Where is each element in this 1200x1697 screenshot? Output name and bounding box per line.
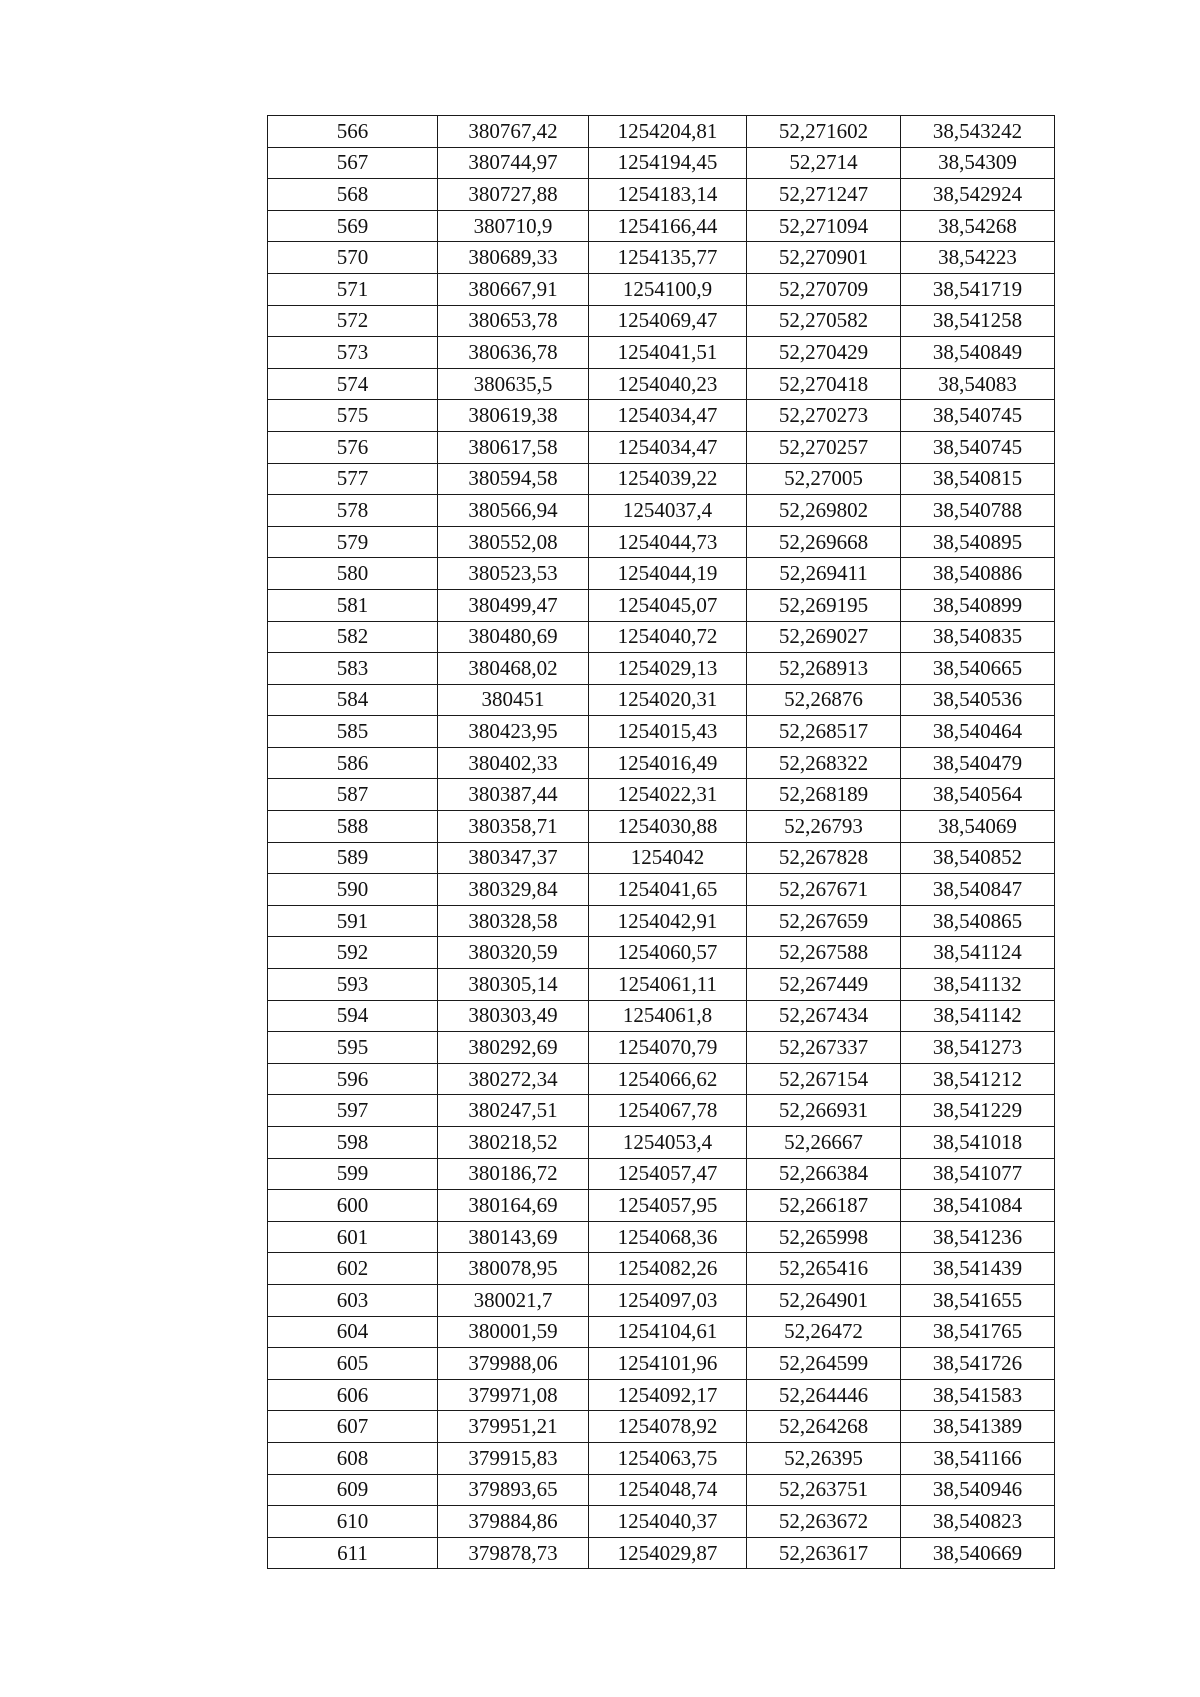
y-coordinate-cell: 1254034,47 <box>589 400 747 432</box>
table-row <box>268 811 1055 843</box>
y-coordinate-cell: 1254082,26 <box>589 1253 747 1285</box>
table-row <box>268 431 1055 463</box>
latitude-cell: 52,269027 <box>747 621 901 653</box>
table-row <box>268 684 1055 716</box>
latitude-cell: 52,270901 <box>747 242 901 274</box>
longitude-cell: 38,54083 <box>901 368 1055 400</box>
longitude-cell: 38,540852 <box>901 842 1055 874</box>
table-row <box>268 716 1055 748</box>
y-coordinate-cell: 1254029,87 <box>589 1537 747 1569</box>
point-number-cell: 581 <box>268 589 438 621</box>
x-coordinate-cell: 380247,51 <box>438 1095 589 1127</box>
x-coordinate-cell: 380667,91 <box>438 273 589 305</box>
x-coordinate-cell: 380689,33 <box>438 242 589 274</box>
latitude-cell: 52,270429 <box>747 337 901 369</box>
x-coordinate-cell: 380523,53 <box>438 558 589 590</box>
x-coordinate-cell: 380303,49 <box>438 1000 589 1032</box>
x-coordinate-cell: 380617,58 <box>438 431 589 463</box>
y-coordinate-cell: 1254040,23 <box>589 368 747 400</box>
y-coordinate-cell: 1254016,49 <box>589 747 747 779</box>
latitude-cell: 52,267337 <box>747 1032 901 1064</box>
y-coordinate-cell: 1254044,73 <box>589 526 747 558</box>
longitude-cell: 38,541142 <box>901 1000 1055 1032</box>
x-coordinate-cell: 380021,7 <box>438 1284 589 1316</box>
point-number-cell: 603 <box>268 1284 438 1316</box>
x-coordinate-cell: 380552,08 <box>438 526 589 558</box>
point-number-cell: 591 <box>268 905 438 937</box>
longitude-cell: 38,540835 <box>901 621 1055 653</box>
y-coordinate-cell: 1254101,96 <box>589 1348 747 1380</box>
x-coordinate-cell: 379971,08 <box>438 1379 589 1411</box>
table-row <box>268 368 1055 400</box>
point-number-cell: 573 <box>268 337 438 369</box>
longitude-cell: 38,543242 <box>901 116 1055 148</box>
longitude-cell: 38,54268 <box>901 210 1055 242</box>
x-coordinate-cell: 380186,72 <box>438 1158 589 1190</box>
y-coordinate-cell: 1254015,43 <box>589 716 747 748</box>
point-number-cell: 594 <box>268 1000 438 1032</box>
longitude-cell: 38,540849 <box>901 337 1055 369</box>
table-row <box>268 526 1055 558</box>
table-row <box>268 1221 1055 1253</box>
point-number-cell: 567 <box>268 147 438 179</box>
latitude-cell: 52,267449 <box>747 969 901 1001</box>
y-coordinate-cell: 1254048,74 <box>589 1474 747 1506</box>
longitude-cell: 38,541212 <box>901 1063 1055 1095</box>
y-coordinate-cell: 1254061,11 <box>589 969 747 1001</box>
latitude-cell: 52,27005 <box>747 463 901 495</box>
longitude-cell: 38,540665 <box>901 653 1055 685</box>
latitude-cell: 52,267434 <box>747 1000 901 1032</box>
table-row <box>268 147 1055 179</box>
x-coordinate-cell: 380423,95 <box>438 716 589 748</box>
latitude-cell: 52,271602 <box>747 116 901 148</box>
table-row <box>268 1537 1055 1569</box>
point-number-cell: 611 <box>268 1537 438 1569</box>
x-coordinate-cell: 380329,84 <box>438 874 589 906</box>
point-number-cell: 568 <box>268 179 438 211</box>
x-coordinate-cell: 380143,69 <box>438 1221 589 1253</box>
latitude-cell: 52,264599 <box>747 1348 901 1380</box>
table-row <box>268 1063 1055 1095</box>
point-number-cell: 582 <box>268 621 438 653</box>
latitude-cell: 52,265416 <box>747 1253 901 1285</box>
point-number-cell: 608 <box>268 1442 438 1474</box>
x-coordinate-cell: 380328,58 <box>438 905 589 937</box>
y-coordinate-cell: 1254041,51 <box>589 337 747 369</box>
point-number-cell: 589 <box>268 842 438 874</box>
longitude-cell: 38,540865 <box>901 905 1055 937</box>
table-row <box>268 210 1055 242</box>
y-coordinate-cell: 1254053,4 <box>589 1127 747 1159</box>
table-row <box>268 337 1055 369</box>
longitude-cell: 38,54309 <box>901 147 1055 179</box>
point-number-cell: 585 <box>268 716 438 748</box>
y-coordinate-cell: 1254070,79 <box>589 1032 747 1064</box>
x-coordinate-cell: 380636,78 <box>438 337 589 369</box>
table-row <box>268 842 1055 874</box>
y-coordinate-cell: 1254068,36 <box>589 1221 747 1253</box>
table-row <box>268 273 1055 305</box>
table-row <box>268 1506 1055 1538</box>
point-number-cell: 596 <box>268 1063 438 1095</box>
table-row <box>268 1253 1055 1285</box>
point-number-cell: 599 <box>268 1158 438 1190</box>
point-number-cell: 576 <box>268 431 438 463</box>
table-row <box>268 1474 1055 1506</box>
point-number-cell: 588 <box>268 811 438 843</box>
longitude-cell: 38,541077 <box>901 1158 1055 1190</box>
y-coordinate-cell: 1254061,8 <box>589 1000 747 1032</box>
table-row <box>268 1411 1055 1443</box>
x-coordinate-cell: 380272,34 <box>438 1063 589 1095</box>
latitude-cell: 52,264268 <box>747 1411 901 1443</box>
point-number-cell: 595 <box>268 1032 438 1064</box>
table-row <box>268 558 1055 590</box>
y-coordinate-cell: 1254040,72 <box>589 621 747 653</box>
x-coordinate-cell: 380451 <box>438 684 589 716</box>
latitude-cell: 52,26793 <box>747 811 901 843</box>
latitude-cell: 52,270582 <box>747 305 901 337</box>
latitude-cell: 52,26876 <box>747 684 901 716</box>
point-number-cell: 583 <box>268 653 438 685</box>
point-number-cell: 577 <box>268 463 438 495</box>
longitude-cell: 38,541439 <box>901 1253 1055 1285</box>
y-coordinate-cell: 1254039,22 <box>589 463 747 495</box>
point-number-cell: 609 <box>268 1474 438 1506</box>
table-row <box>268 1348 1055 1380</box>
longitude-cell: 38,541124 <box>901 937 1055 969</box>
table-row <box>268 747 1055 779</box>
table-row <box>268 589 1055 621</box>
table-row <box>268 1316 1055 1348</box>
x-coordinate-cell: 380594,58 <box>438 463 589 495</box>
table-row <box>268 463 1055 495</box>
x-coordinate-cell: 380499,47 <box>438 589 589 621</box>
x-coordinate-cell: 380635,5 <box>438 368 589 400</box>
point-number-cell: 584 <box>268 684 438 716</box>
x-coordinate-cell: 380218,52 <box>438 1127 589 1159</box>
point-number-cell: 610 <box>268 1506 438 1538</box>
longitude-cell: 38,54069 <box>901 811 1055 843</box>
x-coordinate-cell: 379893,65 <box>438 1474 589 1506</box>
table-row <box>268 116 1055 148</box>
x-coordinate-cell: 379988,06 <box>438 1348 589 1380</box>
longitude-cell: 38,540815 <box>901 463 1055 495</box>
latitude-cell: 52,267659 <box>747 905 901 937</box>
latitude-cell: 52,270709 <box>747 273 901 305</box>
longitude-cell: 38,540823 <box>901 1506 1055 1538</box>
table-row <box>268 905 1055 937</box>
longitude-cell: 38,541018 <box>901 1127 1055 1159</box>
y-coordinate-cell: 1254100,9 <box>589 273 747 305</box>
x-coordinate-cell: 379951,21 <box>438 1411 589 1443</box>
x-coordinate-cell: 380164,69 <box>438 1190 589 1222</box>
latitude-cell: 52,267588 <box>747 937 901 969</box>
longitude-cell: 38,540669 <box>901 1537 1055 1569</box>
longitude-cell: 38,542924 <box>901 179 1055 211</box>
coordinates-table <box>267 115 1055 1569</box>
longitude-cell: 38,540479 <box>901 747 1055 779</box>
point-number-cell: 572 <box>268 305 438 337</box>
y-coordinate-cell: 1254042,91 <box>589 905 747 937</box>
y-coordinate-cell: 1254092,17 <box>589 1379 747 1411</box>
latitude-cell: 52,265998 <box>747 1221 901 1253</box>
point-number-cell: 605 <box>268 1348 438 1380</box>
y-coordinate-cell: 1254022,31 <box>589 779 747 811</box>
latitude-cell: 52,267671 <box>747 874 901 906</box>
x-coordinate-cell: 380710,9 <box>438 210 589 242</box>
latitude-cell: 52,263672 <box>747 1506 901 1538</box>
latitude-cell: 52,271247 <box>747 179 901 211</box>
latitude-cell: 52,263617 <box>747 1537 901 1569</box>
longitude-cell: 38,541719 <box>901 273 1055 305</box>
latitude-cell: 52,268189 <box>747 779 901 811</box>
longitude-cell: 38,541166 <box>901 1442 1055 1474</box>
longitude-cell: 38,540946 <box>901 1474 1055 1506</box>
y-coordinate-cell: 1254135,77 <box>589 242 747 274</box>
point-number-cell: 590 <box>268 874 438 906</box>
point-number-cell: 570 <box>268 242 438 274</box>
latitude-cell: 52,266187 <box>747 1190 901 1222</box>
point-number-cell: 606 <box>268 1379 438 1411</box>
latitude-cell: 52,270257 <box>747 431 901 463</box>
x-coordinate-cell: 380387,44 <box>438 779 589 811</box>
table-row <box>268 1158 1055 1190</box>
x-coordinate-cell: 380358,71 <box>438 811 589 843</box>
longitude-cell: 38,540895 <box>901 526 1055 558</box>
x-coordinate-cell: 380480,69 <box>438 621 589 653</box>
table-row <box>268 1190 1055 1222</box>
x-coordinate-cell: 380347,37 <box>438 842 589 874</box>
latitude-cell: 52,26667 <box>747 1127 901 1159</box>
point-number-cell: 575 <box>268 400 438 432</box>
y-coordinate-cell: 1254057,47 <box>589 1158 747 1190</box>
y-coordinate-cell: 1254041,65 <box>589 874 747 906</box>
longitude-cell: 38,541132 <box>901 969 1055 1001</box>
y-coordinate-cell: 1254057,95 <box>589 1190 747 1222</box>
y-coordinate-cell: 1254034,47 <box>589 431 747 463</box>
longitude-cell: 38,541765 <box>901 1316 1055 1348</box>
x-coordinate-cell: 380320,59 <box>438 937 589 969</box>
point-number-cell: 592 <box>268 937 438 969</box>
longitude-cell: 38,541583 <box>901 1379 1055 1411</box>
y-coordinate-cell: 1254030,88 <box>589 811 747 843</box>
y-coordinate-cell: 1254166,44 <box>589 210 747 242</box>
point-number-cell: 578 <box>268 495 438 527</box>
y-coordinate-cell: 1254204,81 <box>589 116 747 148</box>
x-coordinate-cell: 380078,95 <box>438 1253 589 1285</box>
latitude-cell: 52,263751 <box>747 1474 901 1506</box>
longitude-cell: 38,540745 <box>901 400 1055 432</box>
latitude-cell: 52,267828 <box>747 842 901 874</box>
x-coordinate-cell: 380744,97 <box>438 147 589 179</box>
point-number-cell: 598 <box>268 1127 438 1159</box>
y-coordinate-cell: 1254069,47 <box>589 305 747 337</box>
table-row <box>268 305 1055 337</box>
x-coordinate-cell: 380468,02 <box>438 653 589 685</box>
latitude-cell: 52,2714 <box>747 147 901 179</box>
longitude-cell: 38,541236 <box>901 1221 1055 1253</box>
x-coordinate-cell: 380566,94 <box>438 495 589 527</box>
point-number-cell: 604 <box>268 1316 438 1348</box>
point-number-cell: 580 <box>268 558 438 590</box>
y-coordinate-cell: 1254194,45 <box>589 147 747 179</box>
y-coordinate-cell: 1254183,14 <box>589 179 747 211</box>
table-row <box>268 1284 1055 1316</box>
x-coordinate-cell: 379915,83 <box>438 1442 589 1474</box>
x-coordinate-cell: 380727,88 <box>438 179 589 211</box>
y-coordinate-cell: 1254045,07 <box>589 589 747 621</box>
table-row <box>268 874 1055 906</box>
longitude-cell: 38,540847 <box>901 874 1055 906</box>
y-coordinate-cell: 1254078,92 <box>589 1411 747 1443</box>
x-coordinate-cell: 380767,42 <box>438 116 589 148</box>
latitude-cell: 52,270273 <box>747 400 901 432</box>
latitude-cell: 52,26395 <box>747 1442 901 1474</box>
table-row <box>268 1000 1055 1032</box>
point-number-cell: 586 <box>268 747 438 779</box>
y-coordinate-cell: 1254037,4 <box>589 495 747 527</box>
table-row <box>268 937 1055 969</box>
x-coordinate-cell: 380619,38 <box>438 400 589 432</box>
longitude-cell: 38,541389 <box>901 1411 1055 1443</box>
table-row <box>268 1032 1055 1064</box>
table-row <box>268 621 1055 653</box>
latitude-cell: 52,267154 <box>747 1063 901 1095</box>
longitude-cell: 38,540464 <box>901 716 1055 748</box>
latitude-cell: 52,266931 <box>747 1095 901 1127</box>
y-coordinate-cell: 1254066,62 <box>589 1063 747 1095</box>
latitude-cell: 52,269668 <box>747 526 901 558</box>
x-coordinate-cell: 380653,78 <box>438 305 589 337</box>
longitude-cell: 38,541258 <box>901 305 1055 337</box>
point-number-cell: 566 <box>268 116 438 148</box>
latitude-cell: 52,269411 <box>747 558 901 590</box>
point-number-cell: 571 <box>268 273 438 305</box>
latitude-cell: 52,269195 <box>747 589 901 621</box>
point-number-cell: 601 <box>268 1221 438 1253</box>
table-row <box>268 400 1055 432</box>
longitude-cell: 38,540745 <box>901 431 1055 463</box>
table-row <box>268 495 1055 527</box>
latitude-cell: 52,266384 <box>747 1158 901 1190</box>
y-coordinate-cell: 1254063,75 <box>589 1442 747 1474</box>
x-coordinate-cell: 380292,69 <box>438 1032 589 1064</box>
longitude-cell: 38,541229 <box>901 1095 1055 1127</box>
latitude-cell: 52,270418 <box>747 368 901 400</box>
point-number-cell: 593 <box>268 969 438 1001</box>
table-row <box>268 1442 1055 1474</box>
latitude-cell: 52,268322 <box>747 747 901 779</box>
latitude-cell: 52,271094 <box>747 210 901 242</box>
x-coordinate-cell: 380001,59 <box>438 1316 589 1348</box>
latitude-cell: 52,26472 <box>747 1316 901 1348</box>
longitude-cell: 38,541273 <box>901 1032 1055 1064</box>
point-number-cell: 579 <box>268 526 438 558</box>
latitude-cell: 52,264446 <box>747 1379 901 1411</box>
table-row <box>268 1379 1055 1411</box>
table-row <box>268 779 1055 811</box>
point-number-cell: 602 <box>268 1253 438 1285</box>
point-number-cell: 574 <box>268 368 438 400</box>
table-row <box>268 179 1055 211</box>
longitude-cell: 38,540899 <box>901 589 1055 621</box>
y-coordinate-cell: 1254044,19 <box>589 558 747 590</box>
longitude-cell: 38,540886 <box>901 558 1055 590</box>
x-coordinate-cell: 380402,33 <box>438 747 589 779</box>
latitude-cell: 52,268913 <box>747 653 901 685</box>
y-coordinate-cell: 1254060,57 <box>589 937 747 969</box>
x-coordinate-cell: 379878,73 <box>438 1537 589 1569</box>
latitude-cell: 52,264901 <box>747 1284 901 1316</box>
point-number-cell: 569 <box>268 210 438 242</box>
latitude-cell: 52,268517 <box>747 716 901 748</box>
y-coordinate-cell: 1254067,78 <box>589 1095 747 1127</box>
longitude-cell: 38,541655 <box>901 1284 1055 1316</box>
longitude-cell: 38,541084 <box>901 1190 1055 1222</box>
y-coordinate-cell: 1254042 <box>589 842 747 874</box>
point-number-cell: 587 <box>268 779 438 811</box>
longitude-cell: 38,541726 <box>901 1348 1055 1380</box>
table-row <box>268 242 1055 274</box>
table-row <box>268 653 1055 685</box>
point-number-cell: 597 <box>268 1095 438 1127</box>
table-row <box>268 969 1055 1001</box>
y-coordinate-cell: 1254040,37 <box>589 1506 747 1538</box>
y-coordinate-cell: 1254020,31 <box>589 684 747 716</box>
y-coordinate-cell: 1254029,13 <box>589 653 747 685</box>
latitude-cell: 52,269802 <box>747 495 901 527</box>
longitude-cell: 38,540564 <box>901 779 1055 811</box>
y-coordinate-cell: 1254104,61 <box>589 1316 747 1348</box>
point-number-cell: 607 <box>268 1411 438 1443</box>
table-row <box>268 1095 1055 1127</box>
longitude-cell: 38,54223 <box>901 242 1055 274</box>
x-coordinate-cell: 380305,14 <box>438 969 589 1001</box>
longitude-cell: 38,540788 <box>901 495 1055 527</box>
point-number-cell: 600 <box>268 1190 438 1222</box>
y-coordinate-cell: 1254097,03 <box>589 1284 747 1316</box>
table-row <box>268 1127 1055 1159</box>
coordinates-table-body <box>268 116 1055 1569</box>
x-coordinate-cell: 379884,86 <box>438 1506 589 1538</box>
longitude-cell: 38,540536 <box>901 684 1055 716</box>
